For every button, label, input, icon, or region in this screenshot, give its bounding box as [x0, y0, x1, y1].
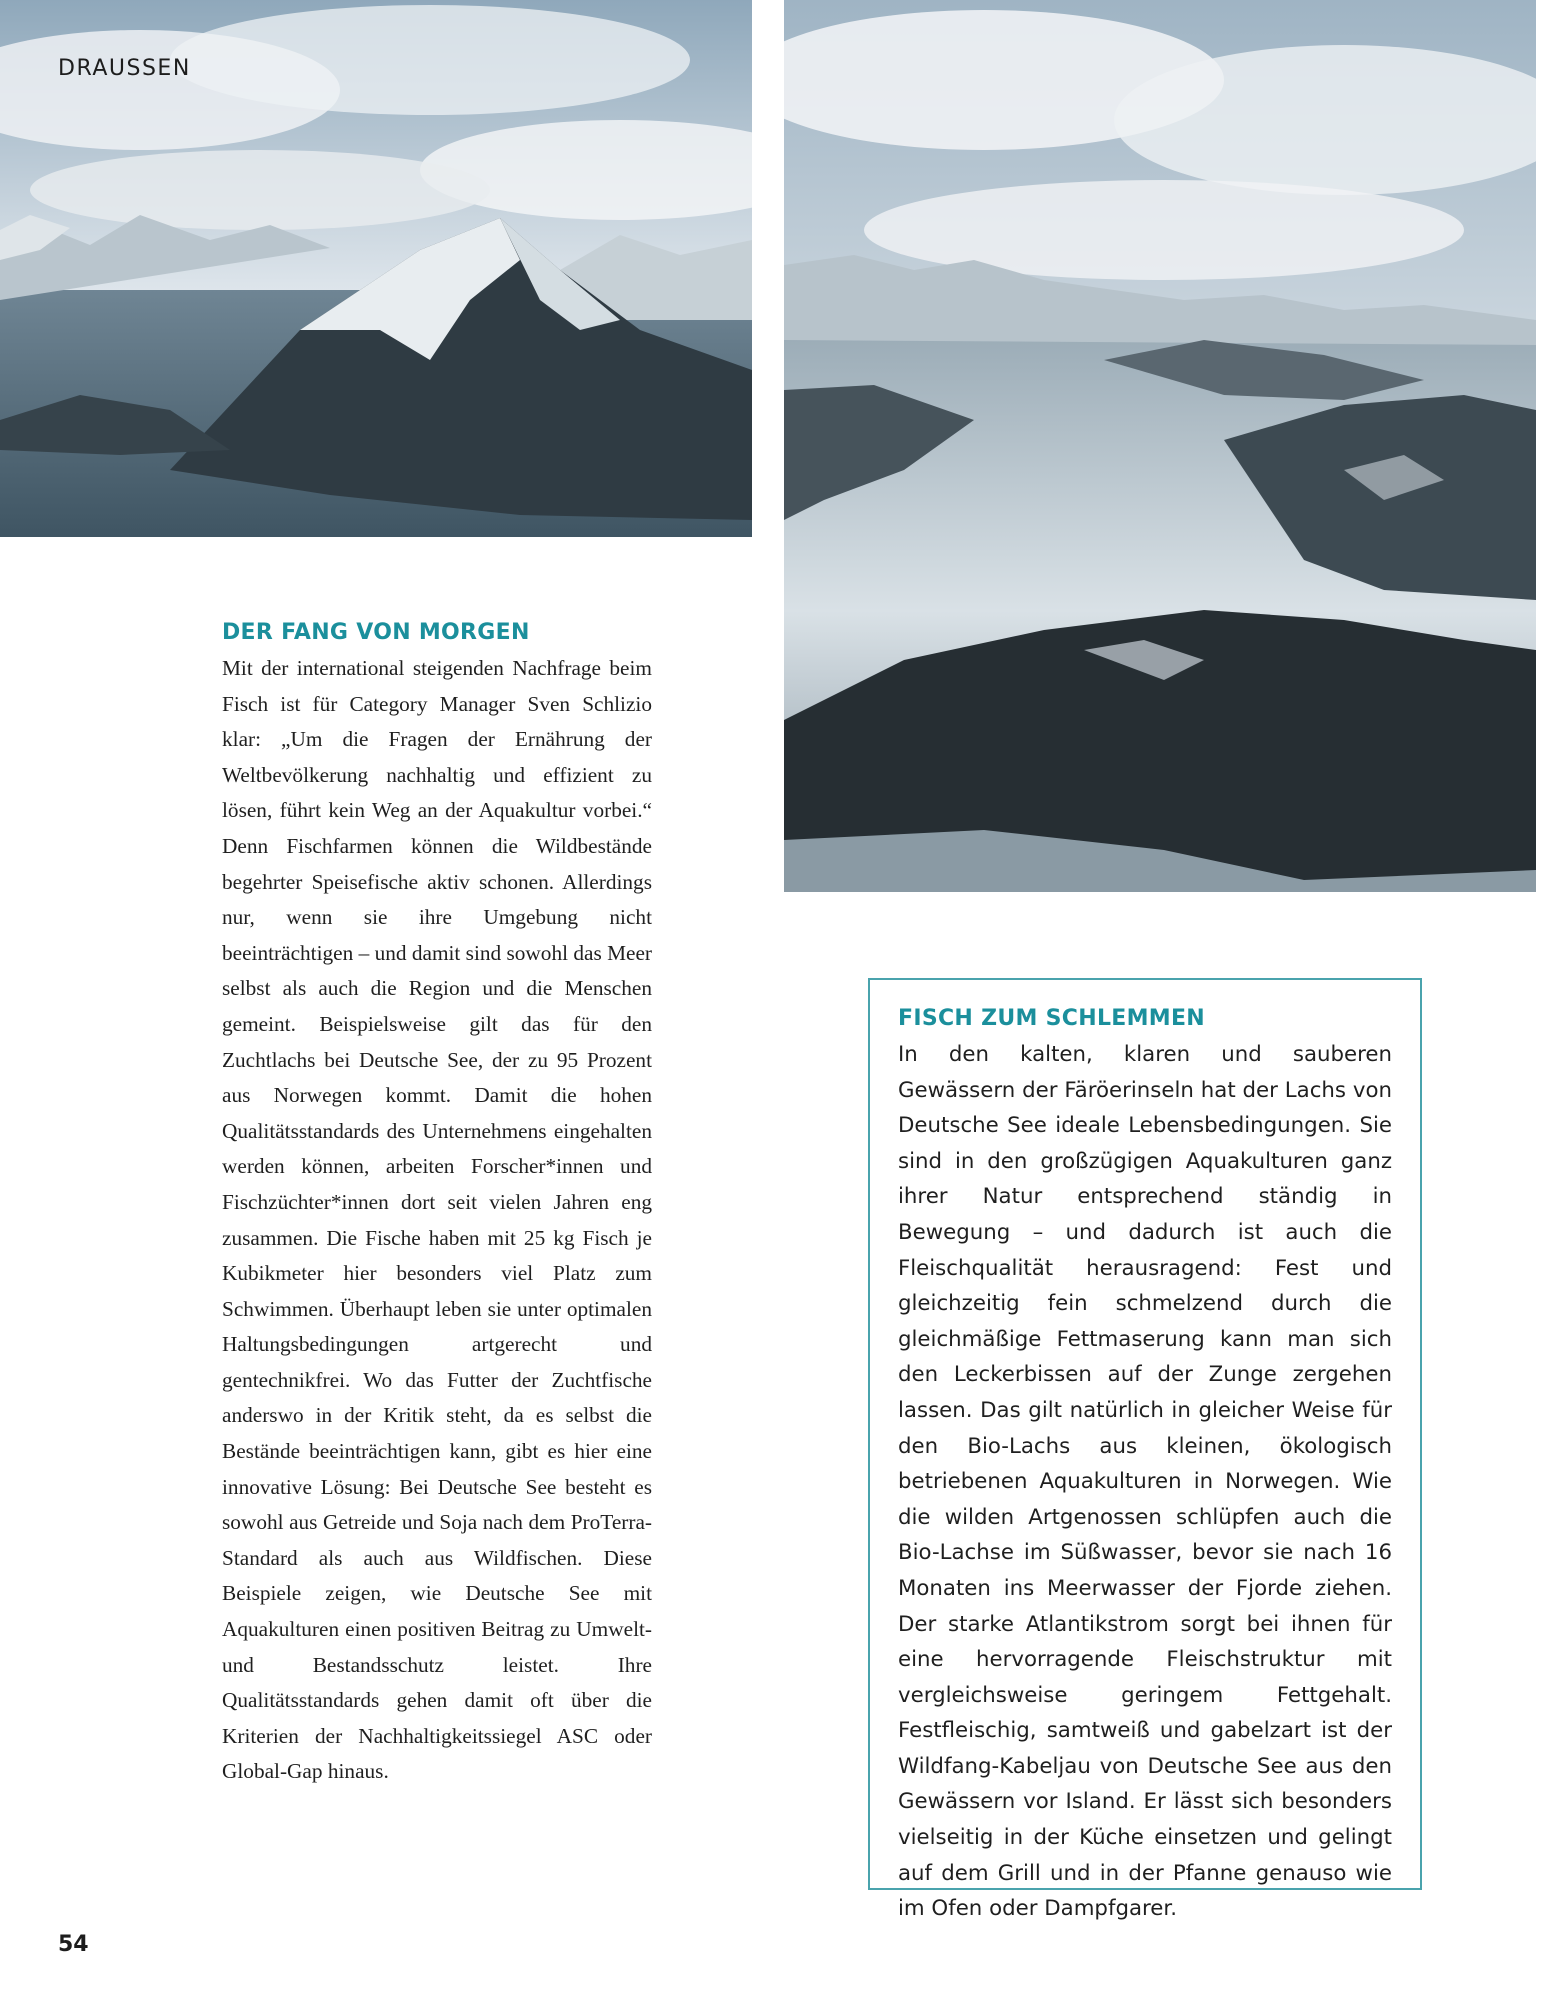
sidebar-body: In den kalten, klaren und sauberen Gewässern der Färöerinseln hat der Lachs von Deutsche See ideale Lebensbedingungen. Sie sind in den großzügigen Aquakulturen ganz ihrer Natur entsprechend ständig in Bewegung – und dadurch ist auch die Fleischqualität herausragend: Fest und gleichzeitig fein schmelzend durch die gleichmäßige Fettmaserung kann man sich den Leckerbissen auf der Zunge zergehen lassen. Das gilt natürlich in gleicher Weise für den Bio-Lachs aus kleinen, ökologisch betriebenen Aquakulturen in Norwegen. Wie die wilden Artgenossen schlüpfen auch die Bio-Lachse im Süßwasser, bevor sie nach 16 Monaten ins Meerwasser der Fjorde ziehen. Der starke Atlantikstrom sorgt bei ihnen für eine hervorragende Fleischstruktur mit vergleichsweise geringem Fettgehalt. Festfleischig, samtweiß und gabelzart ist der Wildfang-Kabeljau von Deutsche See aus den Gewässern vor Island. Er lässt sich besonders vielseitig in der Küche einsetzen und gelingt auf dem Grill und in der Pfanne genauso wie im Ofen oder Dampfgarer.	[898, 1042, 1392, 1922]
page-number: 54	[58, 1932, 89, 1957]
section-label: DRAUSSEN	[58, 56, 191, 81]
sidebar-heading: FISCH ZUM SCHLEMMEN	[898, 1006, 1206, 1031]
article-heading: DER FANG VON MORGEN	[222, 620, 530, 645]
sidebar-box	[868, 978, 1422, 1922]
fjord-aerial-photo	[784, 0, 1536, 892]
main-article	[222, 620, 652, 1790]
article-body: Mit der international steigenden Nachfrage beim Fisch ist für Category Manager Sven Schlizio klar: „Um die Fragen der Ernährung der Weltbevölkerung nachhaltig und effizient zu lösen, führt kein Weg an der Aquakultur vorbei.“ Denn Fischfarmen können die Wildbestände begehrter Speisefische aktiv schonen. Allerdings nur, wenn sie ihre Umgebung nicht beeinträchtigen – und damit sind sowohl das Meer selbst als auch die Region und die Menschen gemeint. Beispielsweise gilt das für den Zuchtlachs bei Deutsche See, der zu 95 Prozent aus Norwegen kommt. Damit die hohen Qualitätsstandards des Unternehmens eingehalten werden können, arbeiten Forscher*innen und Fischzüchter*innen dort seit vielen Jahren eng zusammen. Die Fische haben mit 25 kg Fisch je Kubikmeter hier besonders viel Platz zum Schwimmen. Überhaupt leben sie unter optimalen Haltungsbedingungen artgerecht und gentechnikfrei. Wo das Futter der Zuchtfische anderswo in der Kritik steht, da es selbst die Bestände beeinträchtigen kann, gibt es hier eine innovative Lösung: Bei Deutsche See besteht es sowohl aus Getreide und Soja nach dem ProTerra-Standard als auch aus Wildfischen. Diese Beispiele zeigen, wie Deutsche See mit Aquakulturen einen positiven Beitrag zu Umwelt- und Bestandsschutz leistet. Ihre Qualitätsstandards gehen damit oft über die Kriterien der Nachhaltigkeitssiegel ASC oder Global-Gap hinaus.	[222, 656, 652, 1784]
